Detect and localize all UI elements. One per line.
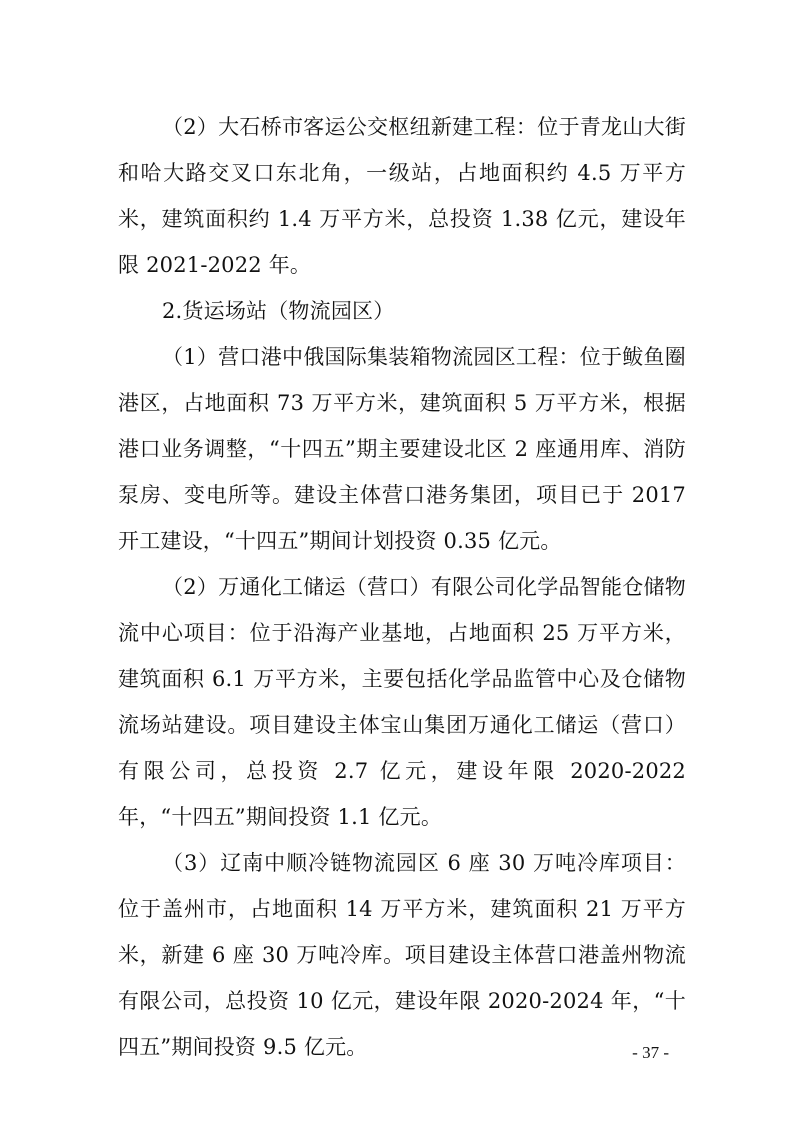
paragraph-container-logistics-park: （1）营口港中俄国际集装箱物流园区工程：位于鲅鱼圈港区，占地面积 73 万平方米，建筑面积 5 万平方米，根据港口业务调整，“十四五”期主要建设北区 2 座通用库、消防泵房、变电所等。建设主体营口港务集团，项目已于 2017 开工建设，“十四五”期间计划投资 0.35 亿元。 — [118, 345, 686, 553]
paragraph-cold-chain-park: （3）辽南中顺冷链物流园区 6 座 30 万吨冷库项目：位于盖州市，占地面积 14 万平方米，建筑面积 21 万平方米，新建 6 座 30 万吨冷库。项目建设主体营口港盖州物流有限公司，总投资 10 亿元，建设年限 2020-2024 年，“十四五”期间投资 9.5 亿元。 — [118, 851, 686, 1059]
paragraph-chemical-logistics-center: （2）万通化工储运（营口）有限公司化学品智能仓储物流中心项目：位于沿海产业基地，占地面积 25 万平方米，建筑面积 6.1 万平方米，主要包括化学品监管中心及仓储物流场站建设。项目建设主体宝山集团万通化工储运（营口）有限公司，总投资 2.7 亿元，建设年限 2020-2022 年，“十四五”期间投资 1.1 亿元。 — [118, 575, 686, 829]
section-heading-freight-stations: 2.货运场站（物流园区） — [162, 299, 395, 323]
document-body — [118, 104, 686, 1070]
paragraph-passenger-hub: （2）大石桥市客运公交枢纽新建工程：位于青龙山大街和哈大路交叉口东北角，一级站，占地面积约 4.5 万平方米，建筑面积约 1.4 万平方米，总投资 1.38 亿元，建设年限 2021-2022 年。 — [118, 115, 686, 277]
page-number: - 37 - — [632, 1043, 669, 1062]
